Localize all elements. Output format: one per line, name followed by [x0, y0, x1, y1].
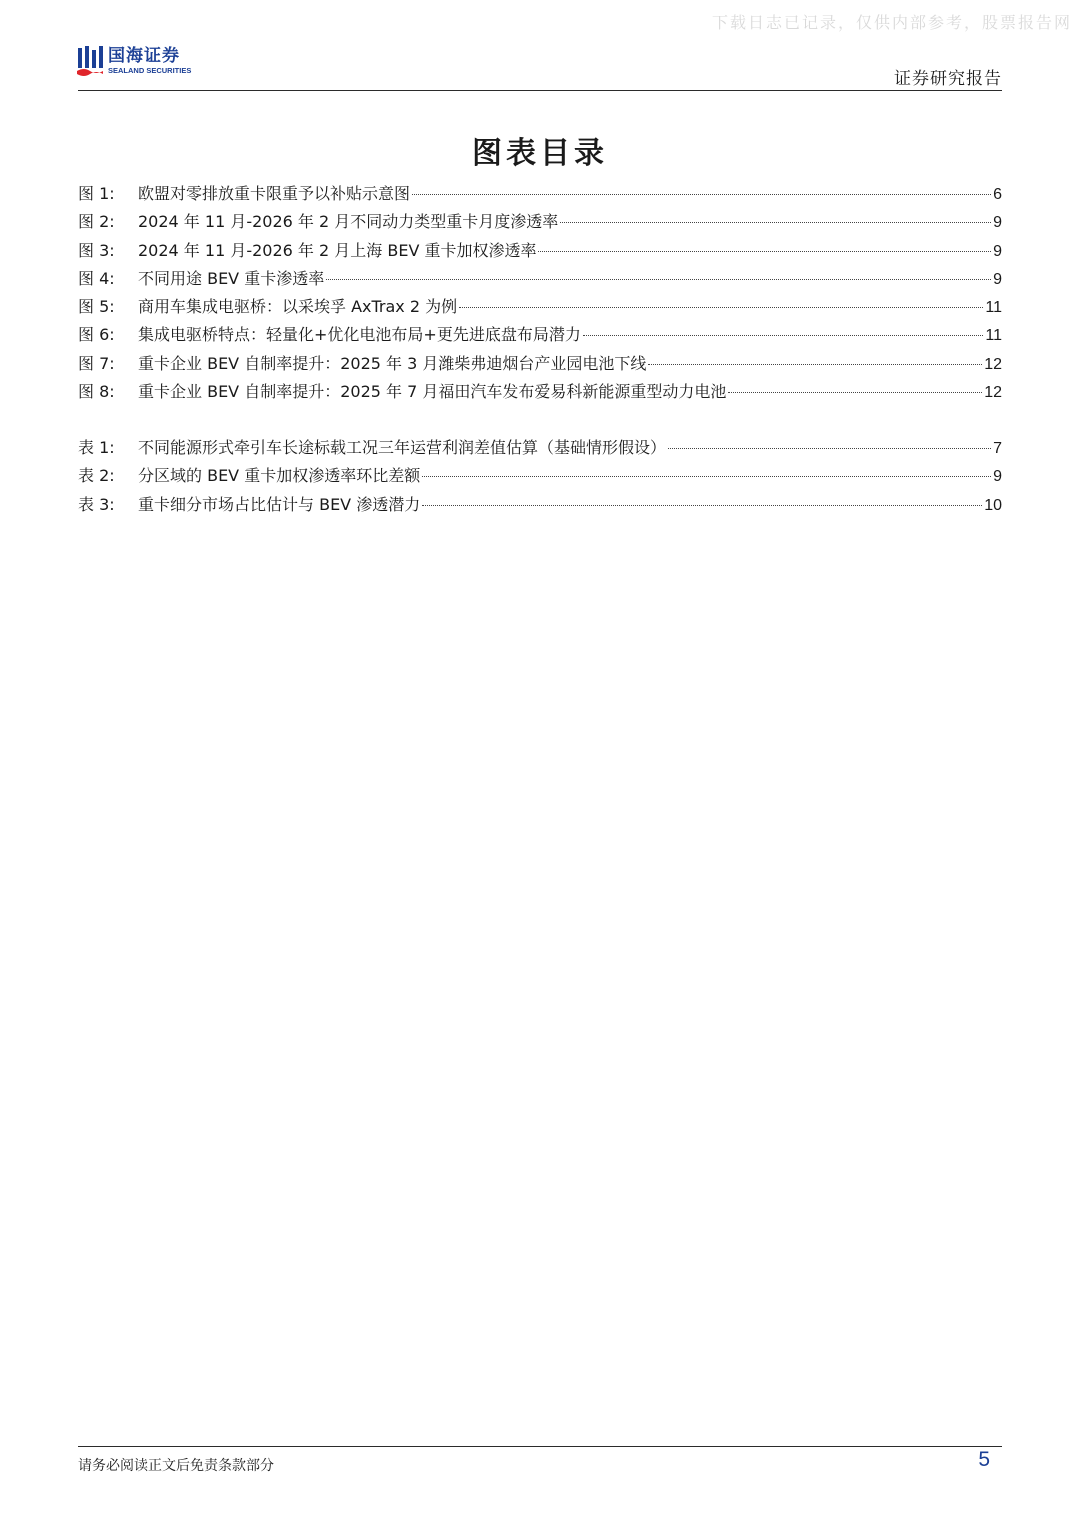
sealand-logo-icon	[76, 46, 104, 76]
logo-name-cn: 国海证券	[108, 45, 180, 66]
company-logo	[76, 44, 191, 78]
entry-page: 9	[993, 242, 1002, 260]
toc-entry-figure[interactable]	[78, 208, 1002, 236]
footer-divider	[78, 1446, 1002, 1447]
entry-label: 图 7:	[78, 353, 115, 373]
toc-entry-figure[interactable]	[78, 378, 1002, 406]
report-type: 证券研究报告	[894, 69, 1002, 89]
entry-title: 2024 年 11 月-2026 年 2 月不同动力类型重卡月度渗透率	[138, 212, 559, 232]
entry-title: 不同用途 BEV 重卡渗透率	[138, 268, 325, 288]
toc-entry-figure[interactable]	[78, 265, 1002, 293]
entry-label: 表 2:	[78, 466, 115, 486]
entry-title: 商用车集成电驱桥：以采埃孚 AxTrax 2 为例	[138, 297, 458, 317]
entry-page: 11	[985, 299, 1002, 317]
entry-label: 图 8:	[78, 382, 115, 402]
dot-leader	[459, 307, 983, 308]
entry-page: 12	[984, 384, 1002, 402]
dot-leader	[583, 335, 984, 336]
toc-entry-table[interactable]	[78, 491, 1002, 519]
table-list	[78, 434, 1002, 519]
entry-title: 重卡企业 BEV 自制率提升：2025 年 7 月福田汽车发布爱易科新能源重型动力电池	[138, 382, 727, 402]
entry-title: 重卡细分市场占比估计与 BEV 渗透潜力	[138, 494, 421, 514]
entry-page: 7	[993, 440, 1002, 457]
entry-page: 11	[985, 327, 1002, 345]
entry-label: 表 3:	[78, 494, 115, 514]
page-title: 图表目录	[472, 136, 608, 171]
footer-disclaimer: 请务必阅读正文后免责条款部分	[78, 1458, 274, 1474]
entry-title: 不同能源形式牵引车长途标载工况三年运营利润差值估算（基础情形假设）	[138, 438, 667, 457]
entry-title: 集成电驱桥特点：轻量化+优化电池布局+更先进底盘布局潜力	[138, 325, 581, 345]
entry-title: 2024 年 11 月-2026 年 2 月上海 BEV 重卡加权渗透率	[138, 240, 537, 260]
figure-list	[78, 180, 1002, 406]
entry-page: 9	[993, 468, 1002, 486]
dot-leader	[560, 222, 991, 223]
entry-page: 6	[993, 186, 1002, 203]
entry-label: 表 1:	[78, 438, 115, 457]
dot-leader	[538, 251, 991, 252]
toc-entry-figure[interactable]	[78, 180, 1002, 208]
entry-label: 图 1:	[78, 184, 115, 203]
entry-label: 图 3:	[78, 240, 115, 260]
header-divider	[78, 90, 1002, 91]
dot-leader	[648, 364, 982, 365]
dot-leader	[412, 194, 991, 195]
toc-entry-table[interactable]	[78, 462, 1002, 490]
logo-name-en: SEALAND SECURITIES	[108, 65, 192, 75]
dot-leader	[668, 448, 991, 449]
dot-leader	[422, 505, 982, 506]
entry-page: 10	[984, 496, 1002, 514]
entry-label: 图 2:	[78, 212, 115, 232]
toc-entry-figure[interactable]	[78, 321, 1002, 349]
entry-page: 9	[993, 214, 1002, 232]
entry-page: 12	[984, 355, 1002, 373]
toc-entry-table[interactable]	[78, 434, 1002, 462]
entry-title: 欧盟对零排放重卡限重予以补贴示意图	[138, 184, 411, 203]
entry-label: 图 5:	[78, 297, 115, 317]
toc-entry-figure[interactable]	[78, 350, 1002, 378]
toc-entry-figure[interactable]	[78, 237, 1002, 265]
dot-leader	[326, 279, 991, 280]
entry-label: 图 6:	[78, 325, 115, 345]
entry-page: 9	[993, 270, 1002, 288]
page-number: 5	[978, 1448, 990, 1471]
toc-entry-figure[interactable]	[78, 293, 1002, 321]
entry-title: 分区域的 BEV 重卡加权渗透率环比差额	[138, 466, 421, 486]
dot-leader	[422, 476, 991, 477]
entry-title: 重卡企业 BEV 自制率提升：2025 年 3 月潍柴弗迪烟台产业园电池下线	[138, 353, 647, 373]
entry-label: 图 4:	[78, 268, 115, 288]
dot-leader	[728, 392, 982, 393]
watermark: 下载日志已记录，仅供内部参考，股票报告网	[711, 13, 1072, 32]
